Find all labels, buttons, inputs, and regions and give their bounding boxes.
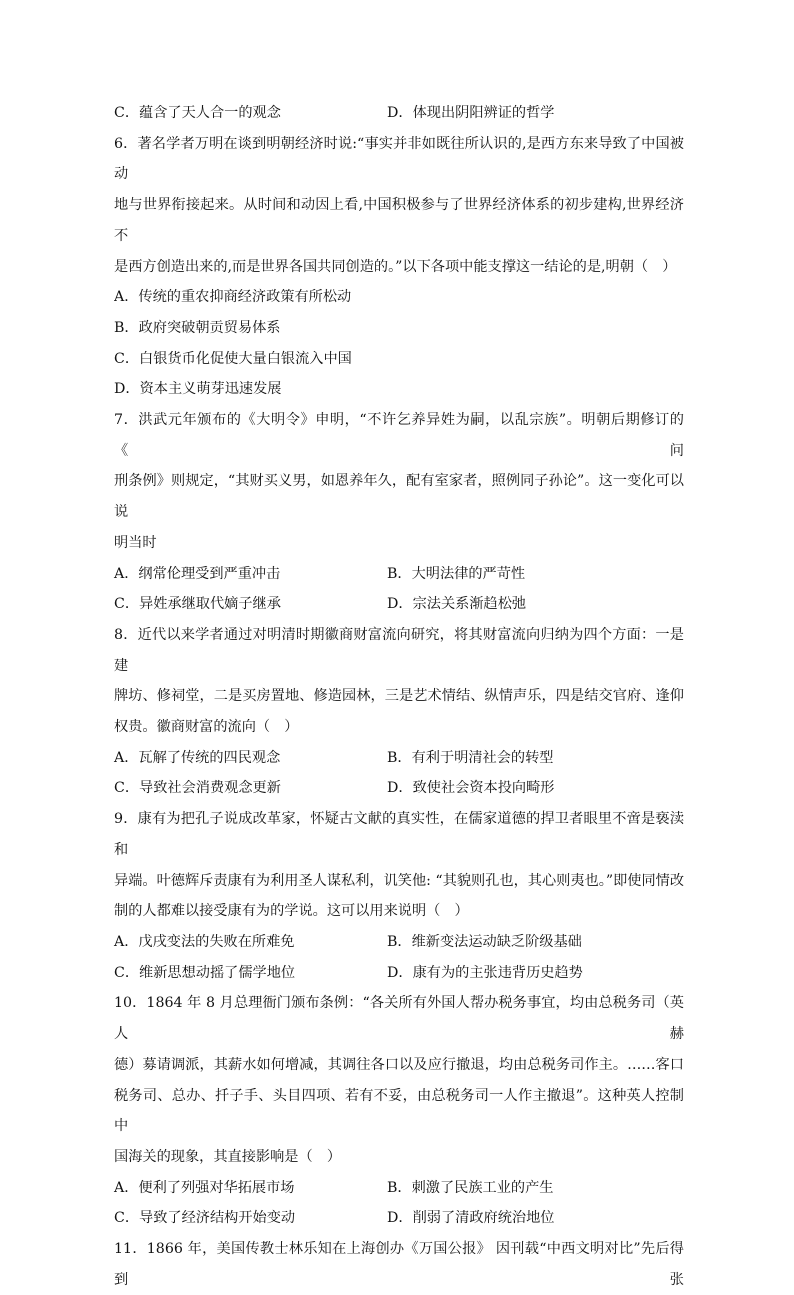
options-row xyxy=(114,589,684,620)
option-a: A．便利了列强对华拓展市场 xyxy=(114,1179,295,1196)
option-a: A．瓦解了传统的四民观念 xyxy=(114,749,281,766)
option-c: C．维新思想动摇了儒学地位 xyxy=(114,964,296,981)
options-row xyxy=(114,958,684,989)
question-stem-line: 9．康有为把孔子说成改革家，怀疑古文献的真实性，在儒家道德的捍卫者眼里不啻是亵渎和 xyxy=(114,811,684,858)
option-d: D．削弱了清政府统治地位 xyxy=(387,1210,555,1227)
option-a: A．纲常伦理受到严重冲击 xyxy=(114,565,281,582)
question-10 xyxy=(114,988,684,1234)
option-c: C．蕴含了天人合一的观念 xyxy=(114,105,281,121)
option-d: D．康有为的主张违背历史趋势 xyxy=(387,964,583,981)
question-5-options-row xyxy=(114,98,684,129)
question-stem-line: 德）募请调派，其薪水如何增减，其调往各口以及应行撤退，均由总税务司作主。……客口 xyxy=(114,1056,684,1073)
option-a: A．传统的重农抑商经济政策有所松动 xyxy=(114,289,352,306)
options-row xyxy=(114,927,684,958)
question-stem-line: 牌坊、修祠堂，二是买房置地、修造园林，三是艺术情结、纵情声乐，四是结交官府、逢仰 xyxy=(114,688,684,705)
option-a: A．戊戌变法的失败在所难免 xyxy=(114,933,295,950)
option-b: B．大明法律的严苛性 xyxy=(387,565,526,582)
options-row xyxy=(114,1173,684,1204)
question-stem-line: 刑条例》则规定，“其财买义男，如恩养年久，配有室家者，照例同子孙论”。这一变化可以说 xyxy=(114,473,684,521)
question-stem-line: 税务司、总办、扦子手、头目四项、若有不妥，由总税务司一人作主撤退”。这种英人控制中 xyxy=(114,1087,684,1135)
question-stem-line: 是西方创造出来的,而是世界各国共同创造的。”以下各项中能支撑这一结论的是,明朝（ ） xyxy=(114,258,677,275)
question-11 xyxy=(114,1234,684,1295)
question-7 xyxy=(114,405,684,620)
option-b: B．刺激了民族工业的产生 xyxy=(387,1179,554,1196)
option-d: D．宗法关系渐趋松弛 xyxy=(387,596,527,613)
question-stem-line: 国海关的现象，其直接影响是（ ） xyxy=(114,1148,342,1165)
option-d: D．致使社会资本投向畸形 xyxy=(387,780,555,797)
option-b: B．维新变法运动缺乏阶级基础 xyxy=(387,933,582,950)
question-stem-line: 7．洪武元年颁布的《大明令》申明，“不许乞养异姓为嗣，以乱宗族”。明朝后期修订的《问 xyxy=(114,412,684,459)
question-9 xyxy=(114,804,684,988)
option-d: D．资本主义萌芽迅速发展 xyxy=(114,381,282,398)
options-row xyxy=(114,773,684,804)
question-6 xyxy=(114,129,684,405)
question-stem-line: 8．近代以来学者通过对明清时期徽商财富流向研究，将其财富流向归纳为四个方面：一是建 xyxy=(114,626,684,674)
option-b: B．有利于明清社会的转型 xyxy=(387,749,554,766)
option-c: C．导致社会消费观念更新 xyxy=(114,780,281,797)
option-b: B．政府突破朝贡贸易体系 xyxy=(114,319,281,336)
option-c: C．白银货币化促使大量白银流入中国 xyxy=(114,350,352,367)
question-stem-line: 制的人都难以接受康有为的学说。这可以用来说明（ ） xyxy=(114,903,469,920)
question-stem-line: 明当时 xyxy=(114,534,157,551)
question-stem-line: 地与世界衔接起来。从时间和动因上看,中国积极参与了世界经济体系的初步建构,世界经济不 xyxy=(114,197,684,244)
option-c: C．异姓承继取代嫡子继承 xyxy=(114,596,281,613)
question-stem-line: 权贵。徽商财富的流向（ ） xyxy=(114,719,299,736)
options-row xyxy=(114,559,684,590)
question-stem-line: 异端。叶德辉斥责康有为利用圣人谋私利，讥笑他: “其貌则孔也，其心则夷也。”即使同情改 xyxy=(114,872,684,889)
question-8 xyxy=(114,620,684,804)
question-stem-line: 6．著名学者万明在谈到明朝经济时说:“事实并非如既往所认识的,是西方东来导致了中国被动 xyxy=(114,135,684,183)
option-c: C．导致了经济结构开始变动 xyxy=(114,1210,296,1227)
question-stem-line: 11．1866 年，美国传教士林乐知在上海创办《万国公报》 因刊载“中西文明对比”先后得到张 xyxy=(114,1241,684,1288)
options-row xyxy=(114,743,684,774)
option-d: D．体现出阴阳辨证的哲学 xyxy=(387,105,555,121)
options-row xyxy=(114,1203,684,1234)
question-stem-line: 10．1864 年 8 月总理衙门颁布条例：“各关所有外国人帮办税务事宜，均由总税务司（英人赫 xyxy=(114,995,684,1043)
